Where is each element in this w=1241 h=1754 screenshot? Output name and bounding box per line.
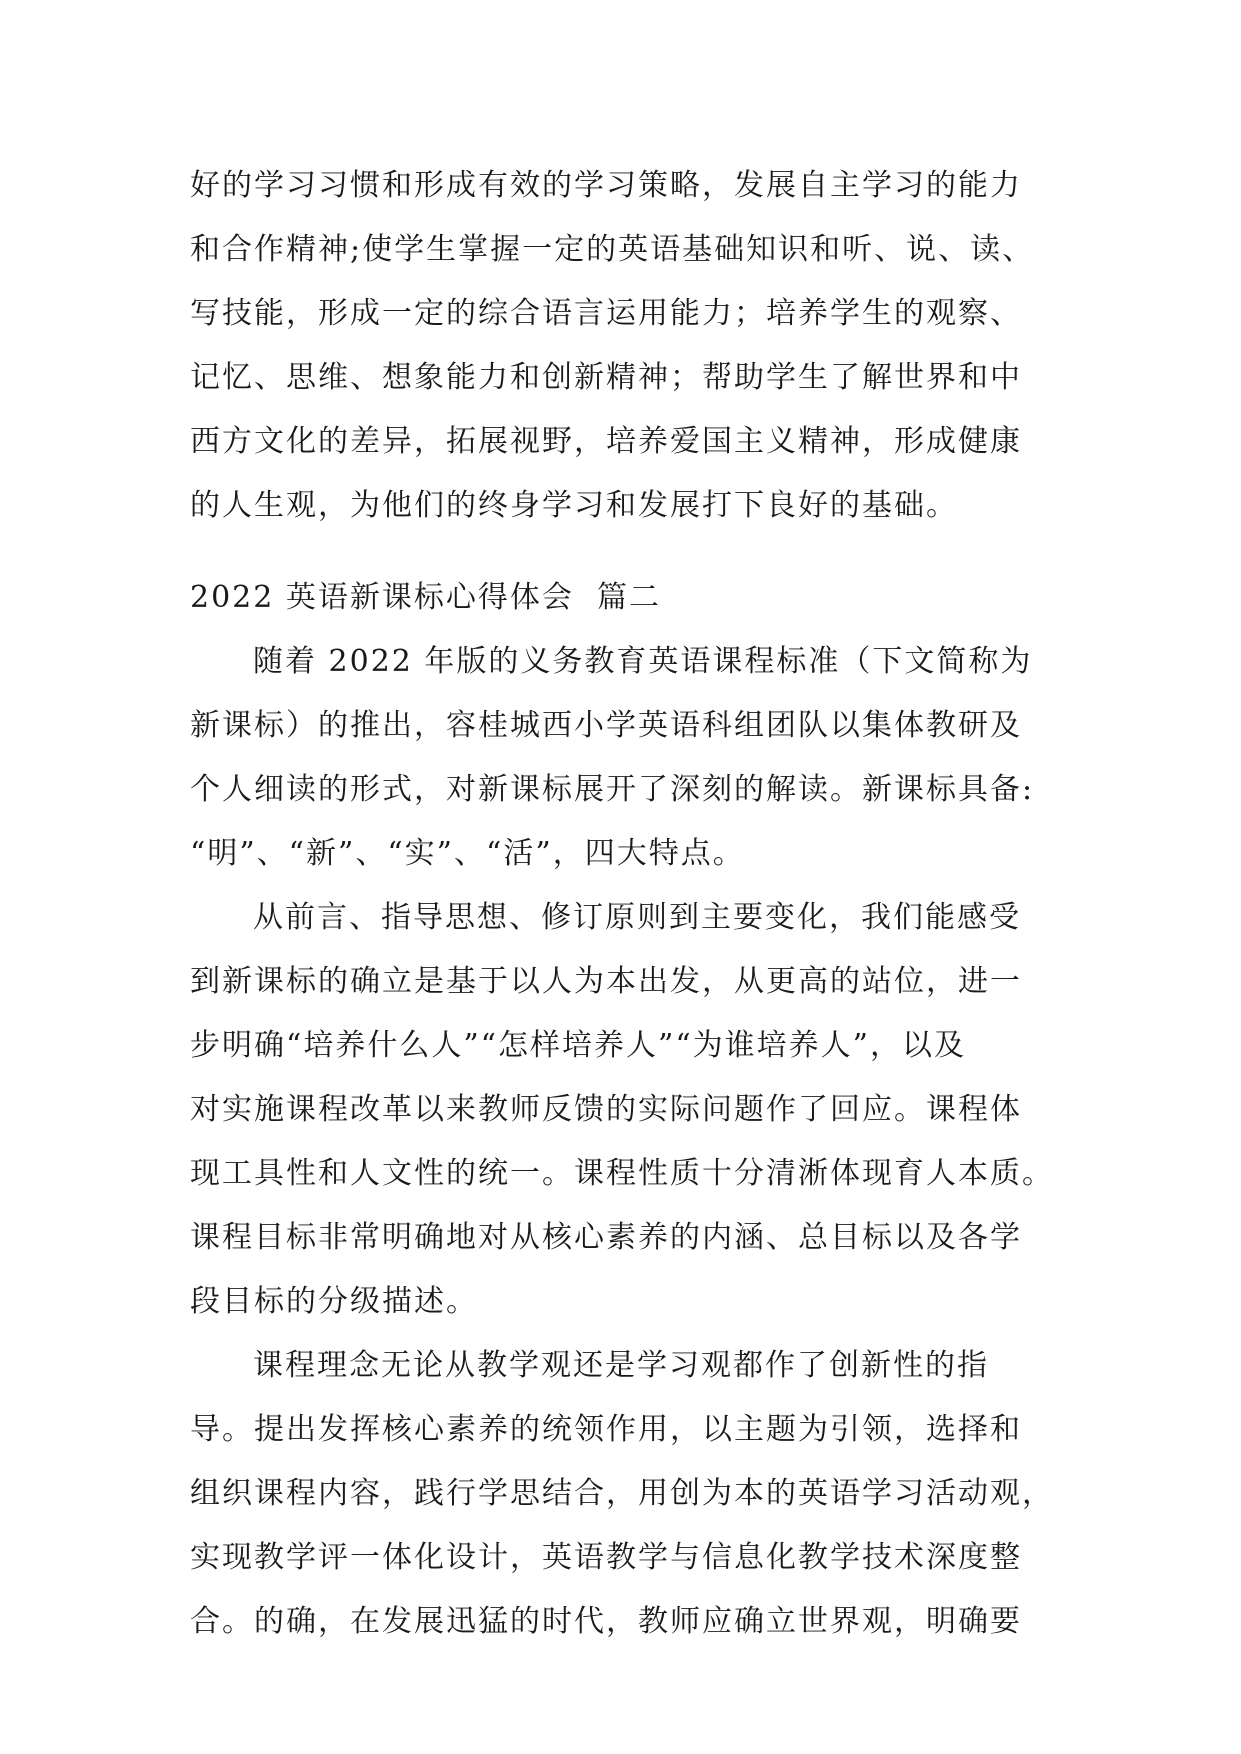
- text-line: 实现教学评一体化设计，英语教学与信息化教学技术深度整: [190, 1540, 1022, 1575]
- text-line: 合。的确，在发展迅猛的时代，教师应确立世界观，明确要: [190, 1604, 1022, 1639]
- paragraph-2: [190, 886, 1070, 1334]
- text-line: 段目标的分级描述。: [190, 1284, 478, 1319]
- continuation-paragraph: [190, 154, 1070, 538]
- text-line: 课程目标非常明确地对从核心素养的内涵、总目标以及各学: [190, 1220, 1022, 1255]
- text-line: 随着 2022 年版的义务教育英语课程标准（下文简称为: [253, 644, 1033, 679]
- text-line: 的人生观，为他们的终身学习和发展打下良好的基础。: [190, 488, 958, 523]
- text-line: 导。提出发挥核心素养的统领作用，以主题为引领，选择和: [190, 1412, 1022, 1447]
- section-heading-block: [190, 566, 1070, 630]
- text-line: 现工具性和人文性的统一。课程性质十分清淅体现育人本质。: [190, 1156, 1054, 1191]
- text-line: 新课标）的推出，容桂城西小学英语科组团队以集体教研及: [190, 708, 1022, 743]
- paragraph-3: [190, 1334, 1070, 1654]
- text-line: 西方文化的差异，拓展视野，培养爱国主义精神，形成健康: [190, 424, 1022, 459]
- text-line: 个人细读的形式，对新课标展开了深刻的解读。新课标具备:: [190, 772, 1035, 807]
- text-line: 记忆、思维、想象能力和创新精神；帮助学生了解世界和中: [190, 360, 1022, 395]
- text-line: 对实施课程改革以来教师反馈的实际问题作了回应。课程体: [190, 1092, 1022, 1127]
- text-line: 从前言、指导思想、修订原则到主要变化，我们能感受: [253, 900, 1021, 935]
- text-line: 组织课程内容，践行学思结合，用创为本的英语学习活动观，: [190, 1476, 1054, 1511]
- text-line: 和合作精神;使学生掌握一定的英语基础知识和听、说、读、: [190, 232, 1035, 267]
- article-body: [190, 630, 1070, 1654]
- text-line: 到新课标的确立是基于以人为本出发，从更高的站位，进一: [190, 964, 1022, 999]
- section-heading: 2022 英语新课标心得体会 篇二: [190, 580, 661, 615]
- text-line: 写技能，形成一定的综合语言运用能力；培养学生的观察、: [190, 296, 1022, 331]
- paragraph-1: [190, 630, 1070, 886]
- text-line: 步明确“培养什么人”“怎样培养人”“为谁培养人”，以及: [190, 1028, 967, 1063]
- text-line: “明”、“新”、“实”、“活”，四大特点。: [190, 836, 745, 871]
- text-line: 好的学习习惯和形成有效的学习策略，发展自主学习的能力: [190, 168, 1022, 203]
- text-line: 课程理念无论从教学观还是学习观都作了创新性的指: [253, 1348, 989, 1383]
